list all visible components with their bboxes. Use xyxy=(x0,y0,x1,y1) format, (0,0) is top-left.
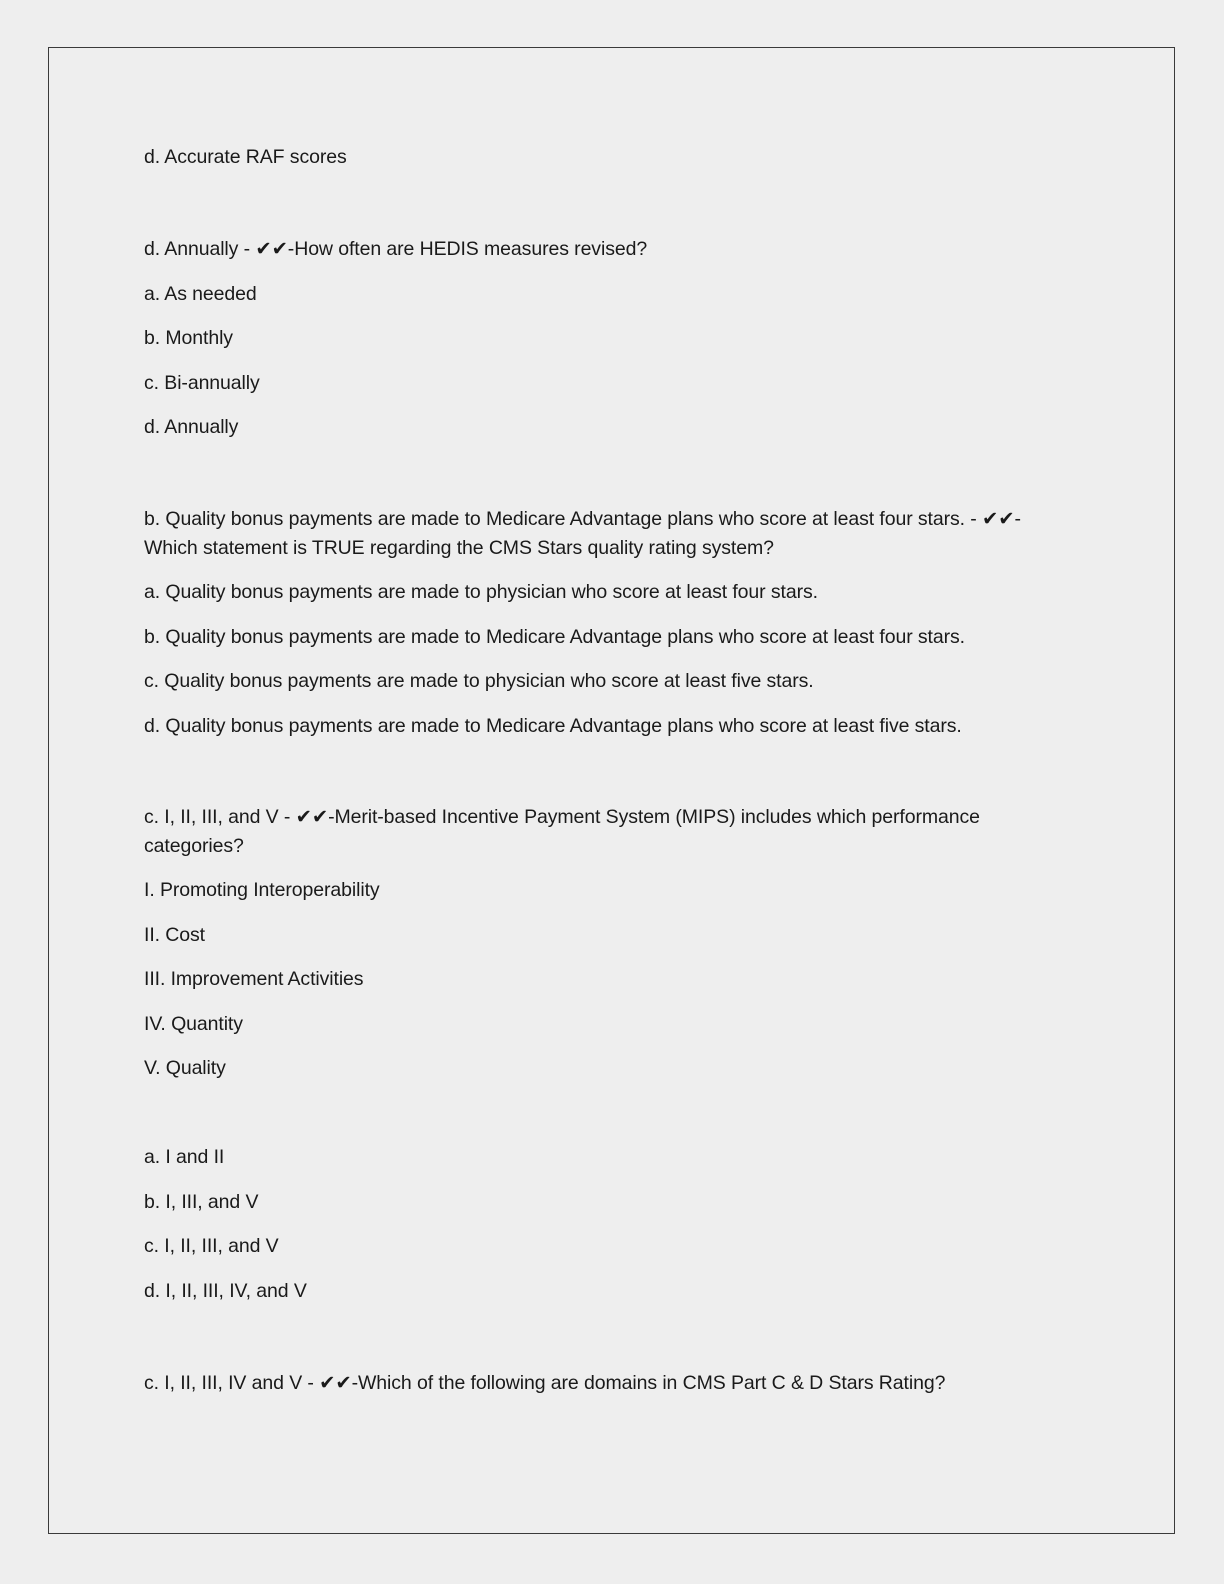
question-text: Which statement is TRUE regarding the CMS Stars quality rating system? xyxy=(144,537,774,559)
category-item-text: V. Quality xyxy=(144,1057,226,1079)
answer-option-text: b. Monthly xyxy=(144,327,233,349)
question-text: categories? xyxy=(144,835,244,857)
page-border xyxy=(48,47,1175,1534)
question-answer-line: c. I, II, III, IV and V - ✔✔-Which of the following are domains in CMS Part C & D Stars Rating? xyxy=(144,1372,946,1394)
category-item-text: I. Promoting Interoperability xyxy=(144,879,380,901)
question-answer-line: b. Quality bonus payments are made to Medicare Advantage plans who score at least four stars. - ✔✔- xyxy=(144,508,1021,530)
category-item-text: II. Cost xyxy=(144,924,205,946)
answer-option-text: b. I, III, and V xyxy=(144,1191,259,1213)
category-item-text: IV. Quantity xyxy=(144,1013,243,1035)
answer-option-text: d. Annually xyxy=(144,416,239,438)
answer-option-text: d. I, II, III, IV, and V xyxy=(144,1280,307,1302)
question-answer-line: d. Annually - ✔✔-How often are HEDIS measures revised? xyxy=(144,238,648,260)
answer-option-text: b. Quality bonus payments are made to Medicare Advantage plans who score at least four stars. xyxy=(144,626,965,648)
answer-option-text: c. Bi-annually xyxy=(144,372,260,394)
answer-option-text: c. Quality bonus payments are made to physician who score at least five stars. xyxy=(144,670,814,692)
question-answer-line: c. I, II, III, and V - ✔✔-Merit-based Incentive Payment System (MIPS) includes which performance xyxy=(144,806,980,828)
answer-option-text: a. I and II xyxy=(144,1146,225,1168)
category-item-text: III. Improvement Activities xyxy=(144,968,364,990)
answer-option-text: d. Quality bonus payments are made to Medicare Advantage plans who score at least five stars. xyxy=(144,715,962,737)
answer-option-text: c. I, II, III, and V xyxy=(144,1235,279,1257)
answer-option-text: d. Accurate RAF scores xyxy=(144,146,347,168)
answer-option-text: a. As needed xyxy=(144,283,257,305)
answer-option-text: a. Quality bonus payments are made to physician who score at least four stars. xyxy=(144,581,818,603)
